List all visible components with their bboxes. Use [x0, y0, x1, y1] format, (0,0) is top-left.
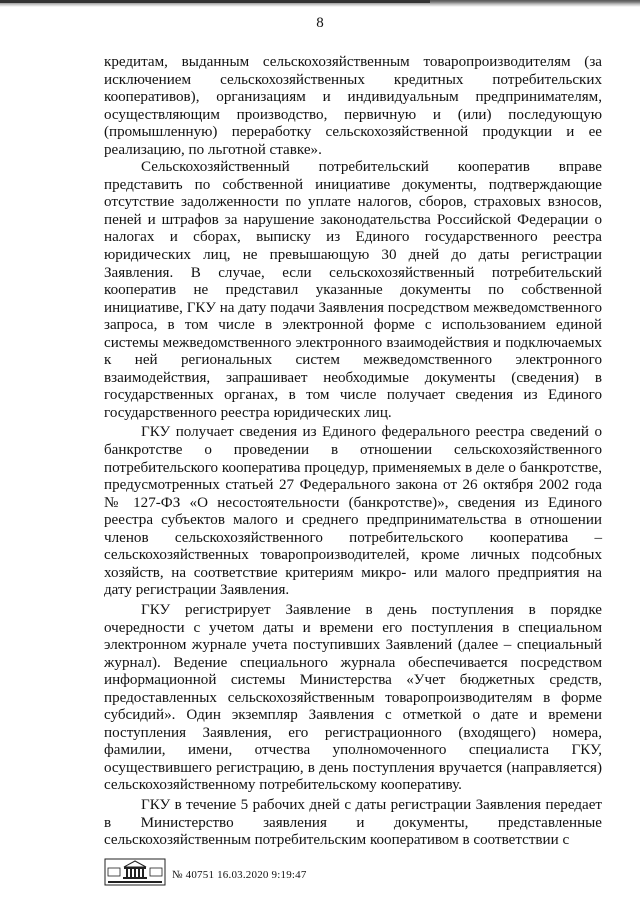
document-registration-number: № 40751 16.03.2020 9:19:47: [172, 869, 307, 881]
paragraph-registration: ГКУ регистрирует Заявление в день поступления в порядке очередности с учетом даты и времени его поступления в специальном электронном журнале учета поступивших Заявлений (далее – специальный журнал). Ведение специального журнала обеспечивается посредством информационной системы Министерства «Учет бюджетных средств, предоставленных сельскохозяйственным товаропроизводителям в форме субсидий». Один экземпляр Заявления с отметкой о дате и времени поступления Заявления, его регистрационного (входящего) номера, фамилии, имени, отчества уполномоченного специалиста ГКУ, осуществившего регистрацию, в день поступления вручается (направляется) сельскохозяйственному потребительскому кооперативу.: [104, 601, 602, 794]
scan-top-edge: [0, 0, 640, 7]
paragraph-cooperative-documents: Сельскохозяйственный потребительский кооператив вправе представить по собственной инициативе документы, подтверждающие отсутствие задолженности по уплате налогов, сборов, страховых взносов, пеней и штрафов за нарушение законодательства Российской Федерации о налогах и сборах, выписку из Единого государственного реестра юридических лиц, не превышающую 30 дней до даты регистрации Заявления. В случае, если сельскохозяйственный потребительский кооператив не представил указанные документы по собственной инициативе, ГКУ на дату подачи Заявления посредством межведомственного запроса, в том числе в электронной форме с использованием единой системы межведомственного электронного взаимодействия и подключаемых к ней региональных систем межведомственного электронного взаимодействия, запрашивает необходимые документы (сведения) в государственных органах, в том числе получает сведения из Единого государственного реестра юридических лиц.: [104, 159, 602, 421]
paragraph-continuation: кредитам, выданным сельскохозяйственным товаропроизводителям (за исключением сельскохозяйственных кредитных потребительских кооперативов), организациям и индивидуальным предпринимателям, осуществляющим производство, первичную и (или) последующую (промышленную) переработку сельскохозяйственной продукции и ее реализацию, по льготной ставке».: [104, 54, 602, 158]
document-body: [104, 54, 602, 850]
page-number: 8: [316, 15, 324, 31]
government-building-stamp-icon: [104, 857, 166, 887]
paragraph-bankruptcy-info: ГКУ получает сведения из Единого федерального реестра сведений о банкротстве о проведении в отношении сельскохозяйственного потребительского кооператива процедур, применяемых в деле о банкротстве, предусмотренных статьей 27 Федерального закона от 26 октября 2002 года № 127-ФЗ «О несостоятельности (банкротстве)», сведения из Единого реестра субъектов малого и среднего предпринимательства в отношении членов сельскохозяйственного потребительского кооператива – сельскохозяйственных товаропроизводителей, кроме личных подсобных хозяйств, на соответствие критериям микро- или малого предприятия на дату регистрации Заявления.: [104, 424, 602, 599]
paragraph-transfer: ГКУ в течение 5 рабочих дней с даты регистрации Заявления передает в Министерство заявления и документы, представленные сельскохозяйственным потребительским кооперативом в соответствии с: [104, 796, 602, 849]
